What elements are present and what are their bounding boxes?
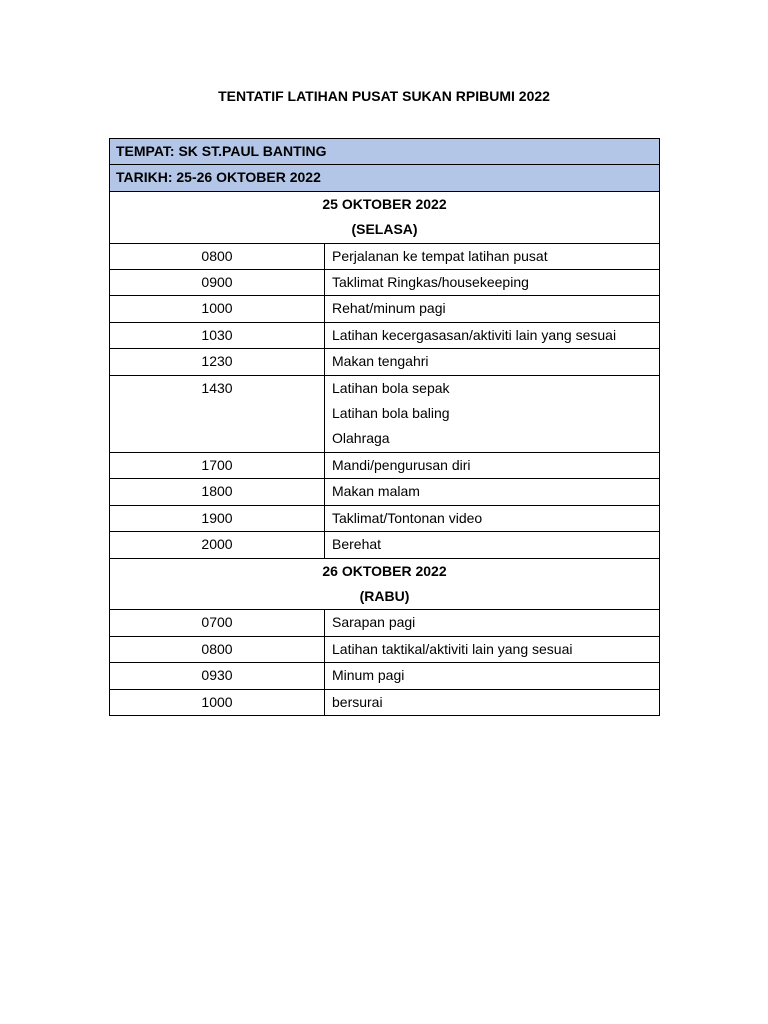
day-weekday: (RABU) [359,587,410,604]
day-header-row [110,191,660,243]
activity-text: Minum pagi [332,667,405,684]
activity-text: Latihan bola baling [332,405,450,422]
activity-text: Mandi/pengurusan diri [332,456,471,473]
time-cell: 0900 [110,270,325,296]
schedule-row [110,243,660,269]
activity-cell [325,349,660,375]
time-cell: 0800 [110,636,325,662]
schedule-row [110,636,660,662]
schedule-row [110,505,660,531]
schedule-row [110,270,660,296]
time-cell: 1000 [110,689,325,715]
schedule-row [110,375,660,452]
venue-row [110,139,660,165]
schedule-row [110,610,660,636]
schedule-row [110,479,660,505]
activity-cell [325,636,660,662]
activity-text: Berehat [332,536,382,553]
activity-text: Latihan bola sepak [332,379,450,396]
day-weekday: (SELASA) [351,221,418,238]
activity-cell [325,270,660,296]
activity-text: Rehat/minum pagi [332,300,446,317]
time-cell: 1900 [110,505,325,531]
day-header [110,191,660,243]
activity-cell [325,243,660,269]
schedule-row [110,689,660,715]
activity-text: Latihan taktikal/aktiviti lain yang sesuai [332,640,573,657]
day-date: 25 OKTOBER 2022 [322,195,447,212]
activity-text: Olahraga [332,430,390,447]
activity-cell [325,452,660,478]
activity-text: Makan tengahri [332,353,429,370]
activity-text: Perjalanan ke tempat latihan pusat [332,247,548,264]
activity-cell [325,479,660,505]
venue-label: TEMPAT: SK ST.PAUL BANTING [110,139,660,165]
activity-cell [325,322,660,348]
activity-cell [325,505,660,531]
activity-text: Makan malam [332,483,420,500]
schedule-row [110,532,660,558]
activity-text: bersurai [332,693,383,710]
time-cell: 1000 [110,296,325,322]
time-cell: 1030 [110,322,325,348]
activity-cell [325,532,660,558]
time-cell: 1700 [110,452,325,478]
activity-cell [325,663,660,689]
activity-text: Latihan kecergasasan/aktiviti lain yang sesuai [332,326,617,343]
activity-cell [325,296,660,322]
day-header [110,558,660,610]
activity-text: Taklimat/Tontonan video [332,509,483,526]
schedule-row [110,296,660,322]
date-range-label: TARIKH: 25-26 OKTOBER 2022 [110,165,660,191]
schedule-row [110,452,660,478]
time-cell: 1230 [110,349,325,375]
schedule-row [110,322,660,348]
activity-cell [325,375,660,452]
time-cell: 2000 [110,532,325,558]
day-header-row [110,558,660,610]
time-cell: 1800 [110,479,325,505]
time-cell: 1430 [110,375,325,452]
schedule-table [109,138,660,716]
schedule-row [110,349,660,375]
time-cell: 0800 [110,243,325,269]
schedule-row [110,663,660,689]
document-title: TENTATIF LATIHAN PUSAT SUKAN RPIBUMI 2022 [218,88,550,104]
date-range-row [110,165,660,191]
time-cell: 0930 [110,663,325,689]
time-cell: 0700 [110,610,325,636]
activity-text: Sarapan pagi [332,614,416,631]
activity-text: Taklimat Ringkas/housekeeping [332,274,529,291]
activity-cell [325,689,660,715]
activity-cell [325,610,660,636]
day-date: 26 OKTOBER 2022 [322,562,447,579]
